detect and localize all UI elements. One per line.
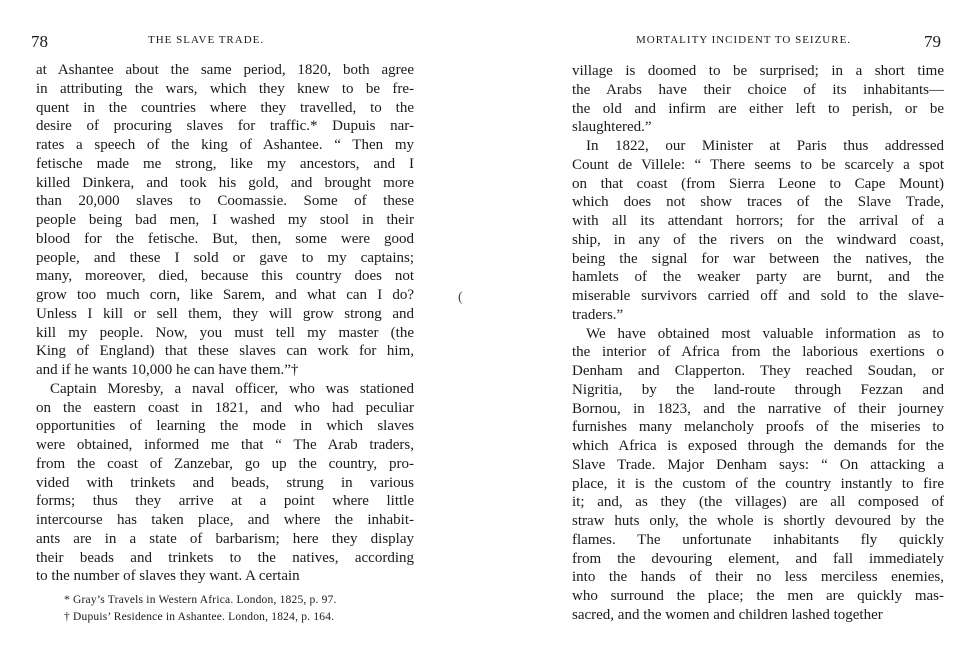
text-line: the old and infirm are either left to perish, or be [572,100,944,117]
text-line: miserable survivors carried off and sold to the slave- [572,288,944,304]
text-line: quent in the countries where they travelled, to the [36,99,414,116]
text-line: ship, in any of the rivers on the windward coast, [572,231,944,248]
right-page-body [572,62,944,625]
text-line: straw huts only, the whole is shortly devoured by the [572,513,944,529]
text-line: which does not show traces of the Slave Trade, [572,194,944,211]
text-line: and if he wants 10,000 he can have them.”† [36,362,299,378]
text-line: on the eastern coast in 1821, and who had peculiar [36,399,414,416]
text-line: Nigritia, by the land-route through Fezzan and [572,381,944,398]
text-line: Denham and Clapperton. They reached Soudan, or [572,363,944,379]
text-line: at Ashantee about the same period, 1820, both agree [36,62,414,78]
text-line: hamlets of the weaker party are burnt, and the [572,269,944,286]
right-page [458,0,980,657]
text-line: it; and, as they (the villages) are all composed of [572,494,944,511]
text-line: forms; thus they arrive at a point where little [36,493,414,510]
text-line: were obtained, informed me that “ The Arab traders, [36,437,414,453]
left-page [0,0,470,657]
text-line: place, it is the custom of the country instantly to fire [572,475,944,492]
text-line: fetische made me strong, like my ancestors, and I [36,155,414,172]
text-line: from the coast of Zanzebar, go up the country, pro- [36,455,414,472]
text-line: desire of procuring slaves for traffic.* Dupuis nar- [36,118,414,135]
stray-mark: ( [458,290,463,305]
footnote: † Dupuis’ Residence in Ashantee. London, 1824, p. 164. [64,611,335,623]
footnotes [64,592,424,626]
text-line: sacred, and the women and children lashed together [572,606,883,623]
text-line: many, moreover, died, because this country does not [36,268,414,285]
text-line: opportunities of learning the mode in which slaves [36,418,414,435]
text-line: grow too much corn, like Sarem, and what can I do? [36,287,414,303]
text-line: intercourse has taken place, and where the inhabit- [36,512,414,528]
text-line: traders.” [572,306,624,323]
text-line: to the number of slaves they want. A certain [36,568,300,585]
running-head: THE SLAVE TRADE. [148,34,265,46]
text-line: kill my people. Now, you must tell my master (the [36,324,414,341]
text-line: ants are in a state of barbarism; here they display [36,530,414,547]
text-line: In 1822, our Minister at Paris thus addressed [586,138,944,154]
left-page-body [36,61,414,586]
text-line: Bornou, in 1823, and the narrative of their journey [572,400,944,417]
page-number: 79 [924,32,941,51]
text-line: on that coast (from Sierra Leone to Cape Mount) [572,175,944,192]
running-head: MORTALITY INCIDENT TO SEIZURE. [636,34,852,46]
text-line: people, and these I sold or gave to my captains; [36,249,414,266]
text-line: their beads and trinkets to the natives, according [36,549,414,566]
text-line: We have obtained most valuable information as to [586,325,944,342]
text-line: flames. The unfortunate inhabitants fly quickly [572,531,944,548]
text-line: in attributing the wars, which they knew to be fre- [36,80,414,97]
text-line: Captain Moresby, a naval officer, who was stationed [50,380,414,397]
text-line: who surround the place; the men are quickly mas- [572,588,944,604]
page-number: 78 [31,32,48,51]
text-line: people being bad men, I washed my stool in their [36,212,414,228]
text-line: rates a speech of the king of Ashantee. “ Then my [36,137,414,153]
text-line: from the devouring element, and fall immediately [572,550,944,567]
text-line: blood for the fetische. But, then, some were good [36,230,414,247]
text-line: furnishes many melancholy proofs of the miseries to [572,419,944,436]
text-line: vided with trinkets and beads, strung in various [36,474,414,491]
footnote: * Gray’s Travels in Western Africa. London, 1825, p. 97. [64,594,337,606]
text-line: killed Dinkera, and took his gold, and brought more [36,174,414,191]
text-line: slaughtered.” [572,119,652,136]
text-line: the Arabs have their choice of its inhabitants— [572,81,944,98]
text-line: Unless I kill or sell them, they will grow strong and [36,305,414,322]
text-line: Slave Trade. Major Denham says: “ On attacking a [572,456,944,473]
text-line: King of England) that these slaves can work for him, [36,343,414,360]
text-line: into the hands of their no less merciless enemies, [572,569,944,586]
text-line: than 20,000 slaves to Coomassie. Some of these [36,193,414,210]
text-line: with all its attendant horrors; for the arrival of a [572,213,944,229]
text-line: Count de Villele: “ There seems to be scarcely a spot [572,156,944,173]
text-line: being the signal for war between the natives, the [572,250,944,267]
text-line: which Africa is exposed through the demands for the [572,438,944,454]
text-line: the interior of Africa from the laborious exertions o [572,344,944,361]
text-line: village is doomed to be surprised; in a short time [572,63,944,79]
